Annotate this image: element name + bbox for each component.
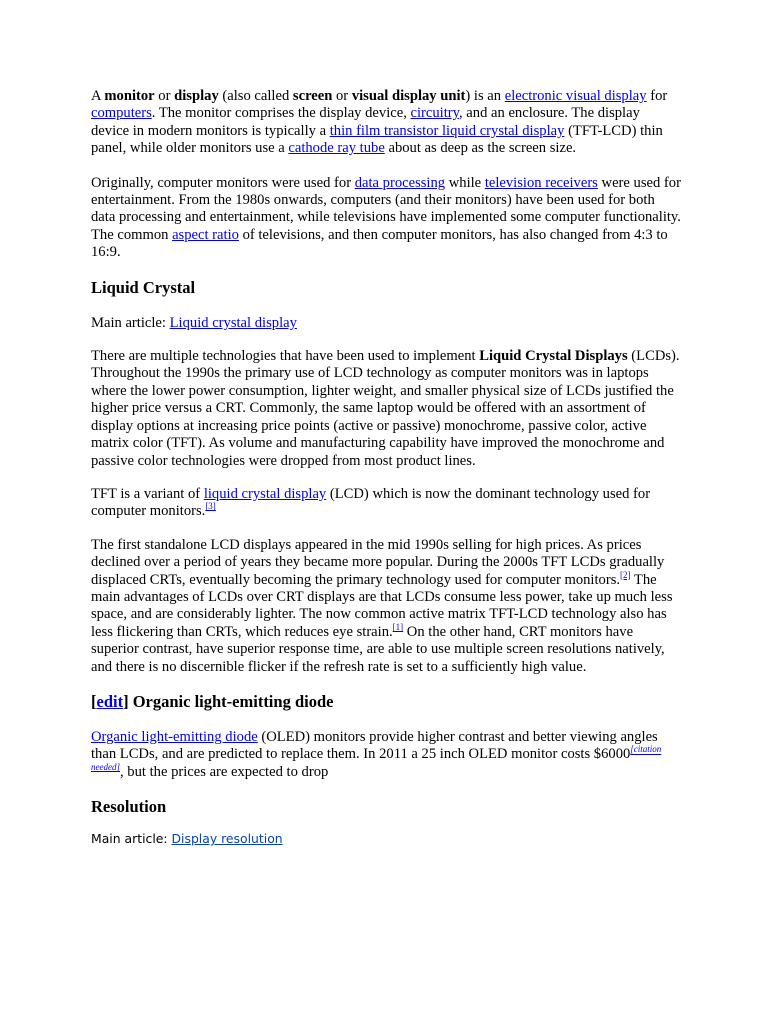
edit-bracket: [ [91, 691, 97, 711]
text: (OLED) monitors provide higher contrast and better viewing angles than LCDs, and are predicted to replace them. In 2011 a 25 inch OLED monitor costs $6000 [91, 728, 658, 763]
text: Originally, computer monitors were used for [91, 174, 355, 191]
oled-paragraph [91, 729, 681, 781]
text: On the other hand, CRT monitors have superior contrast, have superior response time, are able to use multiple screen resolutions natively, and there is no discernible flicker if the refresh rate is set to a sufficiently high value. [91, 623, 665, 675]
heading-resolution: Resolution [91, 797, 167, 817]
main-article-label: Main article: [91, 831, 172, 847]
text: There are multiple technologies that have been used to implement [91, 348, 480, 365]
text: , and an enclosure. The display device in modern monitors is typically a [91, 105, 640, 139]
term-screen: screen [292, 88, 333, 104]
link-electronic-visual-display[interactable]: electronic visual display [504, 88, 647, 104]
main-article-note [91, 315, 681, 332]
text: while [445, 174, 485, 191]
intro-paragraph [91, 88, 681, 158]
text: about as deep as the screen size. [384, 140, 577, 157]
text: (LCDs). Throughout the 1990s the primary use of LCD technology as computer monitors was in laptops where the lower power consumption, lighter weight, and smaller physical size of LCDs justified the higher price versus a CRT. Commonly, the same laptop would be offered with an assortment of display options at increasing price points (active or passive) monochrome, passive color, active matrix color (TFT). As volume and manufacturing capability have improved the monochrome and passive color technologies were dropped from most product lines. [91, 348, 680, 469]
text: for [646, 88, 668, 104]
link-circuitry[interactable]: circuitry [410, 105, 459, 122]
article-body [91, 88, 681, 863]
text: . The monitor comprises the display device, [151, 105, 411, 122]
main-article-note-resolution [91, 831, 681, 847]
heading-liquid-crystal: Liquid Crystal [91, 277, 196, 297]
link-television-receivers[interactable]: television receivers [484, 174, 598, 191]
link-oled[interactable]: Organic light-emitting diode [91, 728, 258, 745]
term-visual-display-unit: visual display unit [351, 88, 466, 104]
reference-2[interactable]: [2] [620, 569, 631, 580]
text: or [154, 88, 175, 104]
text: A [91, 88, 105, 104]
history-paragraph [91, 175, 681, 262]
text: of televisions, and then computer monitors, has also changed from 4:3 to 16:9. [91, 226, 668, 261]
reference-1[interactable]: [1] [392, 621, 404, 632]
term-display: display [174, 88, 219, 104]
tft-paragraph [91, 486, 681, 521]
text: or [332, 88, 352, 104]
text: The main advantages of LCDs over CRT displays are that LCDs consume less power, take up much less space, and are considerably lighter. The now common active matrix TFT-LCD technology also has less flickering than CRTs, which reduces eye strain. [91, 571, 673, 640]
link-liquid-crystal-display-inline[interactable]: liquid crystal display [203, 485, 327, 502]
text: (TFT-LCD) thin panel, while older monitors use a [91, 122, 663, 157]
link-liquid-crystal-display[interactable]: Liquid crystal display [169, 314, 297, 331]
link-tft-lcd[interactable]: thin film transistor liquid crystal display [329, 122, 565, 139]
link-cathode-ray-tube[interactable]: cathode ray tube [288, 140, 385, 157]
edit-link[interactable]: edit [96, 691, 124, 711]
standalone-lcd-paragraph [91, 537, 681, 676]
link-data-processing[interactable]: data processing [354, 174, 446, 191]
lcd-paragraph [91, 348, 681, 470]
citation-needed-link[interactable]: [citation needed] [91, 744, 662, 772]
main-article-label: Main article: [91, 314, 170, 331]
term-monitor: monitor [104, 88, 155, 104]
link-aspect-ratio[interactable]: aspect ratio [172, 226, 239, 243]
text: The first standalone LCD displays appeared in the mid 1990s selling for high prices. As prices declined over a period of years they became more popular. During the 2000s TFT LCDs gradually displaced CRTs, eventually becoming the primary technology used for computer monitors. [91, 536, 665, 588]
text: ) is an [465, 88, 505, 104]
text: (also called [218, 88, 293, 104]
heading-text: Organic light-emitting diode [128, 691, 334, 711]
text: (LCD) which is now the dominant technology used for computer monitors. [91, 485, 651, 520]
edit-bracket: ] [123, 691, 129, 711]
link-display-resolution[interactable]: Display resolution [171, 831, 283, 847]
reference-3[interactable]: [3] [205, 501, 216, 512]
heading-oled [91, 692, 681, 712]
text: were used for entertainment. From the 1980s onwards, computers (and their monitors) have been used for both data processing and entertainment, while televisions have implemented some computer functionality. The common [91, 174, 681, 243]
text: TFT is a variant of [91, 485, 204, 502]
term-lcd: Liquid Crystal Displays [479, 348, 628, 365]
text: , but the prices are expected to drop [120, 763, 329, 780]
link-computers[interactable]: computers [91, 105, 152, 122]
